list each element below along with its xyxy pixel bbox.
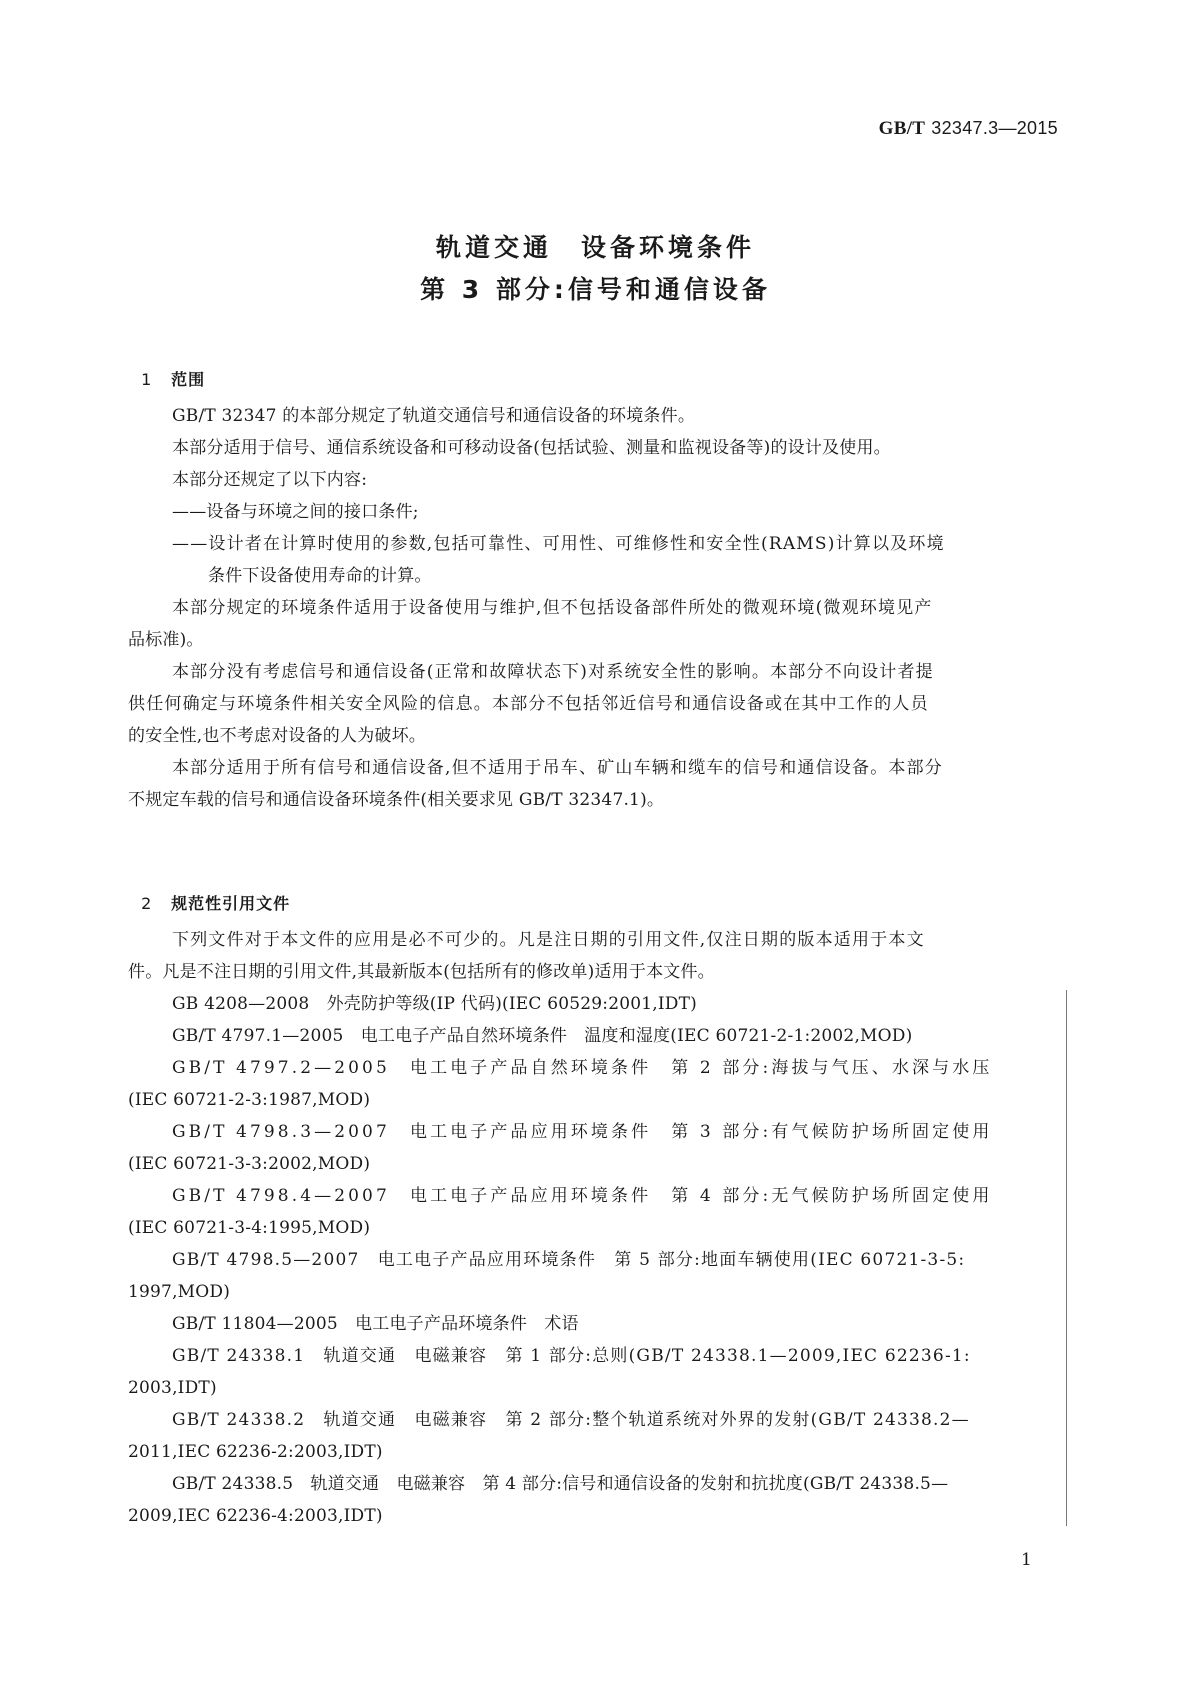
reference-gbt-4797-2-cont: (IEC 60721-2-3:1987,MOD) — [128, 1090, 371, 1110]
section-2-heading — [128, 872, 290, 914]
reference-gbt-4798-5: GB/T 4798.5—2007 电工电子产品应用环境条件 第 5 部分:地面车辆使用(IEC 60721-3-5: — [172, 1250, 966, 1270]
scope-dash-item-2-cont: 条件下设备使用寿命的计算。 — [208, 566, 432, 586]
reference-gbt-4798-3-cont: (IEC 60721-3-3:2002,MOD) — [128, 1154, 371, 1174]
reference-gbt-4797-1: GB/T 4797.1—2005 电工电子产品自然环境条件 温度和湿度(IEC 60721-2-1:2002,MOD) — [172, 1026, 913, 1046]
document-title-line-2: 第 3 部分:信号和通信设备 — [420, 275, 771, 304]
reference-gbt-4797-2: GB/T 4797.2—2005 电工电子产品自然环境条件 第 2 部分:海拔与气压、水深与水压 — [172, 1058, 993, 1078]
standard-prefix: GB/T — [878, 118, 926, 139]
scope-paragraph-6: 本部分适用于所有信号和通信设备,但不适用于吊车、矿山车辆和缆车的信号和通信设备。本部分 — [172, 758, 944, 778]
reference-gbt-4798-4: GB/T 4798.4—2007 电工电子产品应用环境条件 第 4 部分:无气候防护场所固定使用 — [172, 1186, 993, 1206]
scope-dash-item-1: ——设备与环境之间的接口条件; — [172, 502, 419, 522]
page-number: 1 — [1021, 1550, 1032, 1570]
scope-paragraph-6-cont: 不规定车载的信号和通信设备环境条件(相关要求见 GB/T 32347.1)。 — [128, 790, 665, 810]
section-1-title: 范围 — [171, 370, 206, 389]
standard-number-header — [879, 118, 1058, 140]
reference-gbt-24338-5-cont: 2009,IEC 62236-4:2003,IDT) — [128, 1506, 383, 1526]
reference-gbt-24338-2-cont: 2011,IEC 62236-2:2003,IDT) — [128, 1442, 383, 1462]
reference-gbt-4798-4-cont: (IEC 60721-3-4:1995,MOD) — [128, 1218, 371, 1238]
scope-paragraph-2: 本部分适用于信号、通信系统设备和可移动设备(包括试验、测量和监视设备等)的设计及使用。 — [172, 438, 891, 458]
reference-gbt-24338-5: GB/T 24338.5 轨道交通 电磁兼容 第 4 部分:信号和通信设备的发射和抗扰度(GB/T 24338.5— — [172, 1474, 949, 1494]
section-1-number: 1 — [141, 370, 153, 389]
reference-gbt-24338-1-cont: 2003,IDT) — [128, 1378, 217, 1398]
normative-intro-line-2: 件。凡是不注日期的引用文件,其最新版本(包括所有的修改单)适用于本文件。 — [128, 962, 715, 982]
scope-paragraph-4-cont: 品标准)。 — [128, 630, 204, 650]
document-title-line-1: 轨道交通 设备环境条件 — [435, 233, 755, 262]
scope-paragraph-5-cont-2: 的安全性,也不考虑对设备的人为破坏。 — [128, 726, 427, 746]
reference-gbt-4798-3: GB/T 4798.3—2007 电工电子产品应用环境条件 第 3 部分:有气候防护场所固定使用 — [172, 1122, 993, 1142]
section-2-number: 2 — [141, 894, 153, 913]
reference-gbt-11804: GB/T 11804—2005 电工电子产品环境条件 术语 — [172, 1314, 579, 1334]
reference-gbt-24338-1: GB/T 24338.1 轨道交通 电磁兼容 第 1 部分:总则(GB/T 24338.1—2009,IEC 62236-1: — [172, 1346, 971, 1366]
revision-change-bar — [1066, 990, 1067, 1526]
standard-number: 32347.3—2015 — [931, 118, 1058, 138]
scope-paragraph-4: 本部分规定的环境条件适用于设备使用与维护,但不包括设备部件所处的微观环境(微观环境见产 — [172, 598, 933, 618]
scope-paragraph-5: 本部分没有考虑信号和通信设备(正常和故障状态下)对系统安全性的影响。本部分不向设计者提 — [172, 662, 934, 682]
section-2-title: 规范性引用文件 — [171, 894, 291, 913]
reference-gb-4208: GB 4208—2008 外壳防护等级(IP 代码)(IEC 60529:2001,IDT) — [172, 994, 697, 1014]
section-1-heading — [128, 348, 205, 390]
scope-paragraph-3: 本部分还规定了以下内容: — [172, 470, 368, 490]
scope-paragraph-5-cont-1: 供任何确定与环境条件相关安全风险的信息。本部分不包括邻近信号和通信设备或在其中工作的人员 — [128, 694, 929, 714]
reference-gbt-24338-2: GB/T 24338.2 轨道交通 电磁兼容 第 2 部分:整个轨道系统对外界的发射(GB/T 24338.2— — [172, 1410, 970, 1430]
normative-intro-line-1: 下列文件对于本文件的应用是必不可少的。凡是注日期的引用文件,仅注日期的版本适用于本文 — [172, 930, 925, 950]
scope-paragraph-1: GB/T 32347 的本部分规定了轨道交通信号和通信设备的环境条件。 — [172, 406, 696, 426]
scope-dash-item-2: ——设计者在计算时使用的参数,包括可靠性、可用性、可维修性和安全性(RAMS)计算以及环境 — [172, 534, 945, 554]
reference-gbt-4798-5-cont: 1997,MOD) — [128, 1282, 231, 1302]
